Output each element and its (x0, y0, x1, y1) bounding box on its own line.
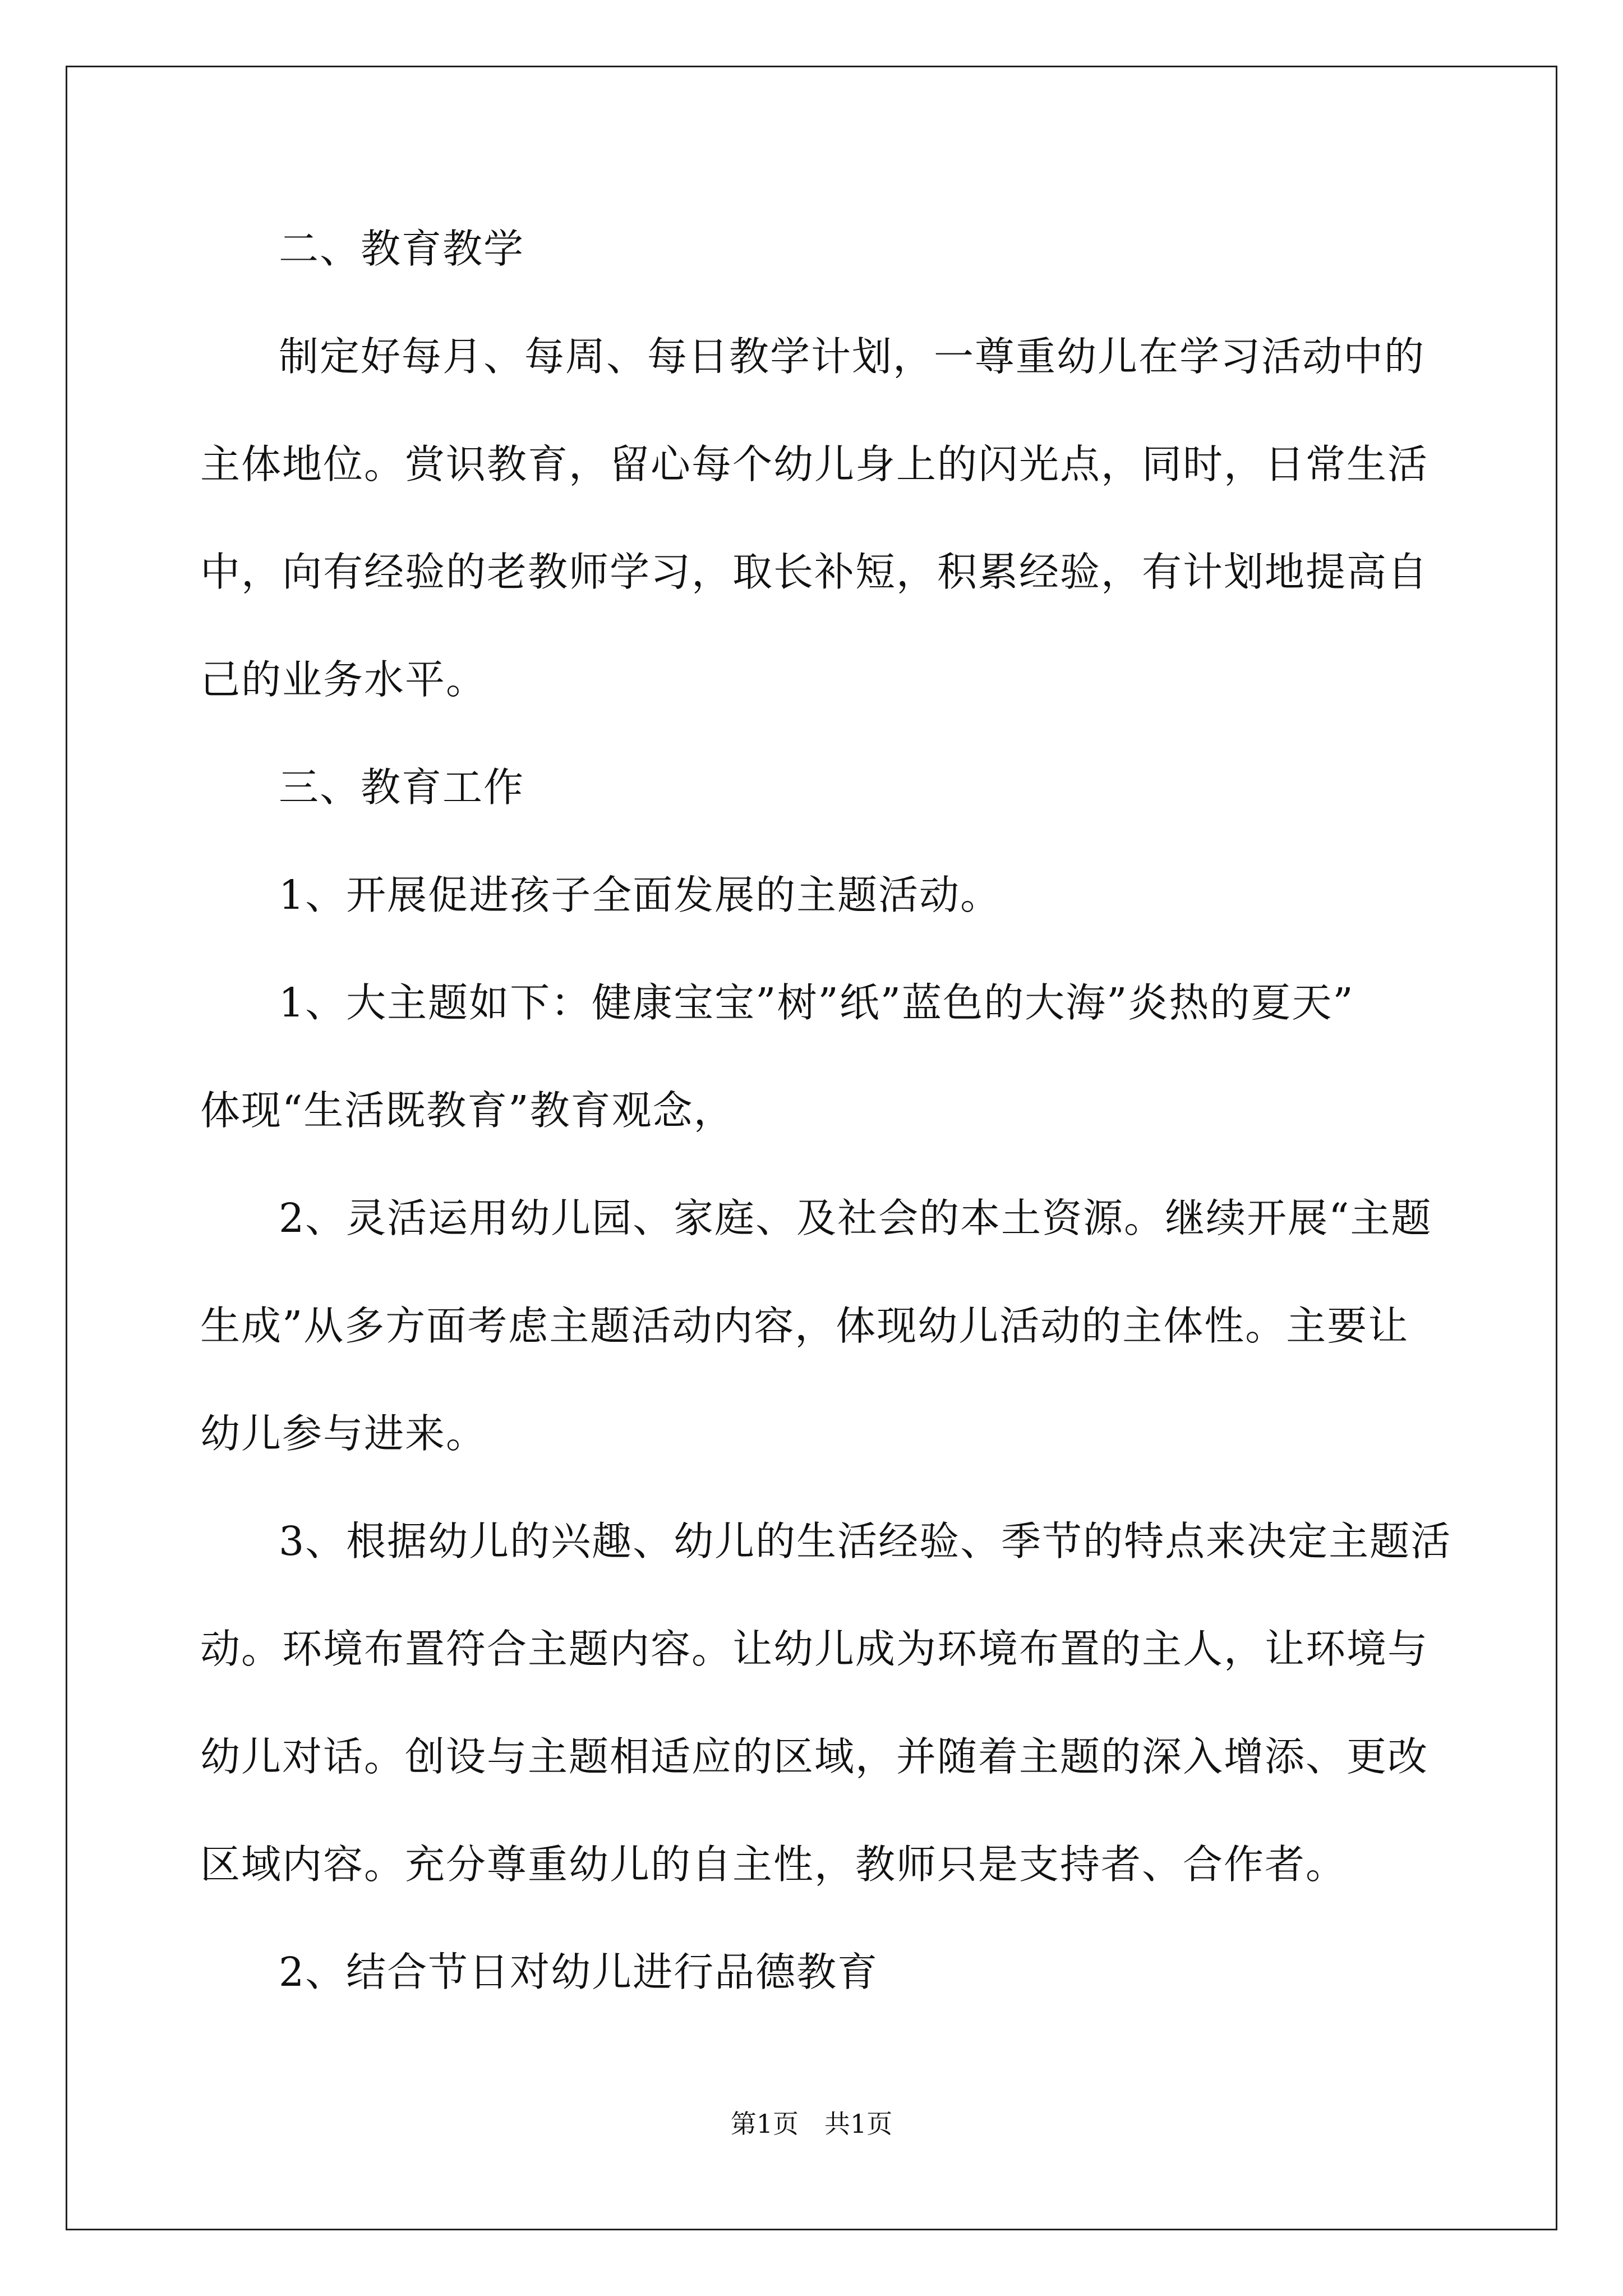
paragraph-line: 制定好每月、每周、每日教学计划，一尊重幼儿在学习活动中的 (279, 333, 1426, 380)
paragraph-line: 3、根据幼儿的兴趣、幼儿的生活经验、季节的特点来决定主题活 (279, 1518, 1452, 1565)
paragraph-line: 主体地位。赏识教育，留心每个幼儿身上的闪光点，同时，日常生活 (200, 441, 1429, 487)
paragraph-line: 1、大主题如下：健康宝宝”树”纸”蓝色的大海”炎热的夏天” (279, 979, 1354, 1026)
paragraph-line: 区域内容。充分尊重幼儿的自主性，教师只是支持者、合作者。 (200, 1841, 1347, 1888)
paragraph-line: 1、开展促进孩子全面发展的主题活动。 (279, 872, 1002, 918)
paragraph-line: 幼儿参与进来。 (200, 1410, 487, 1457)
paragraph-line: 2、结合节日对幼儿进行品德教育 (279, 1949, 879, 1995)
section-heading-2: 二、教育教学 (279, 226, 525, 272)
paragraph-line: 中，向有经验的老教师学习，取长补短，积累经验，有计划地提高自 (200, 549, 1429, 595)
page-number: 第1页 (730, 2109, 799, 2139)
page-border (66, 66, 1557, 2230)
paragraph-line: 幼儿对话。创设与主题相适应的区域，并随着主题的深入增添、更改 (200, 1733, 1429, 1780)
page-total: 共1页 (824, 2109, 893, 2139)
paragraph-line: 生成”从多方面考虑主题活动内容，体现幼儿活动的主体性。主要让 (200, 1303, 1409, 1349)
paragraph-line: 体现“生活既教育”教育观念， (200, 1087, 735, 1134)
paragraph-line: 动。环境布置符合主题内容。让幼儿成为环境布置的主人，让环境与 (200, 1626, 1429, 1672)
paragraph-line: 2、灵活运用幼儿园、家庭、及社会的本土资源。继续开展“主题 (279, 1195, 1432, 1241)
page-footer (0, 2107, 1623, 2141)
section-heading-3: 三、教育工作 (279, 764, 525, 811)
paragraph-line: 己的业务水平。 (200, 656, 487, 703)
